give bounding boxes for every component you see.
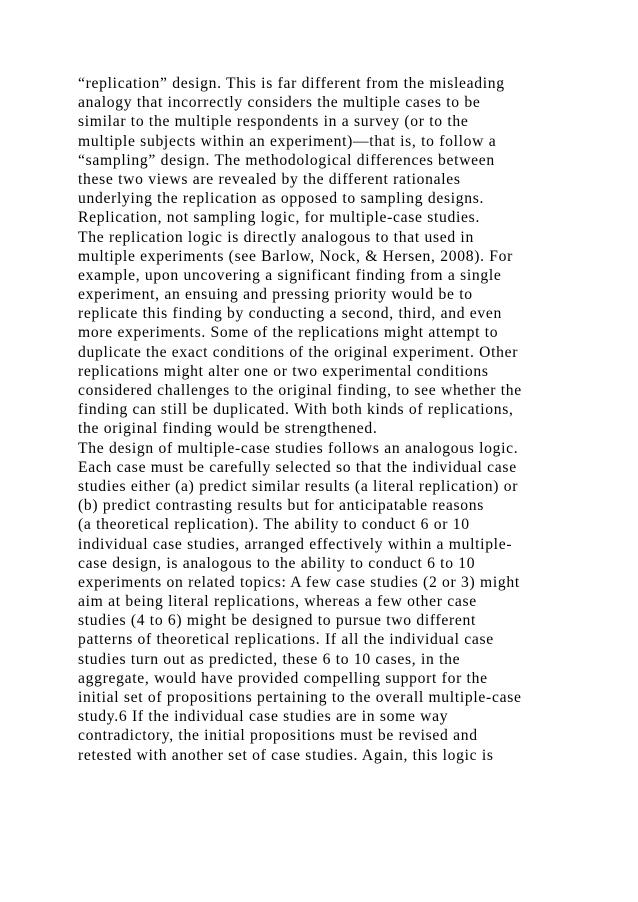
text-line: “sampling” design. The methodological differences between: [78, 151, 495, 169]
text-line: experiments on related topics: A few case studies (2 or 3) might: [78, 573, 520, 591]
text-line: (b) predict contrasting results but for anticipatable reasons: [78, 497, 485, 515]
body-text: [78, 74, 634, 765]
text-line: contradictory, the initial propositions must be revised and: [78, 727, 478, 745]
text-line: The design of multiple-case studies follows an analogous logic.: [78, 439, 519, 457]
text-line: more experiments. Some of the replications might attempt to: [78, 324, 499, 342]
text-line: retested with another set of case studies. Again, this logic is: [78, 746, 494, 764]
text-line: the original finding would be strengthened.: [78, 420, 378, 438]
text-line: patterns of theoretical replications. If all the individual case: [78, 631, 494, 649]
text-line: studies turn out as predicted, these 6 to 10 cases, in the: [78, 650, 461, 668]
text-line: Each case must be carefully selected so that the individual case: [78, 458, 517, 476]
text-line: experiment, an ensuing and pressing priority would be to: [78, 286, 473, 304]
text-line: these two views are revealed by the different rationales: [78, 170, 461, 188]
text-line: initial set of propositions pertaining to the overall multiple-case: [78, 689, 522, 706]
text-line: replicate this finding by conducting a second, third, and even: [78, 305, 503, 323]
text-line: similar to the multiple respondents in a survey (or to the: [78, 113, 469, 131]
text-line: “replication” design. This is far different from the misleading: [78, 75, 505, 92]
text-line: studies either (a) predict similar results (a literal replication) or: [78, 477, 519, 495]
text-line: considered challenges to the original finding, to see whether the: [78, 382, 522, 399]
text-line: aim at being literal replications, whereas a few other case: [78, 593, 477, 611]
text-line: (a theoretical replication). The ability to conduct 6 or 10: [78, 516, 470, 534]
text-line: multiple experiments (see Barlow, Nock, & Hersen, 2008). For: [78, 247, 514, 265]
text-line: example, upon uncovering a significant finding from a single: [78, 266, 502, 284]
text-line: aggregate, would have provided compelling support for the: [78, 669, 488, 687]
text-line: Replication, not sampling logic, for multiple-case studies.: [78, 209, 481, 227]
text-line: The replication logic is directly analogous to that used in: [78, 228, 474, 246]
text-line: study.6 If the individual case studies are in some way: [78, 708, 449, 726]
text-line: duplicate the exact conditions of the original experiment. Other: [78, 343, 519, 361]
text-line: analogy that incorrectly considers the multiple cases to be: [78, 94, 481, 112]
text-line: studies (4 to 6) might be designed to pursue two different: [78, 612, 477, 630]
text-line: case design, is analogous to the ability to conduct 6 to 10: [78, 554, 476, 572]
text-line: individual case studies, arranged effectively within a multiple-: [78, 535, 513, 553]
text-line: replications might alter one or two experimental conditions: [78, 362, 489, 380]
text-line: underlying the replication as opposed to sampling designs.: [78, 190, 485, 208]
text-line: finding can still be duplicated. With both kinds of replications,: [78, 401, 514, 419]
text-line: multiple subjects within an experiment)—that is, to follow a: [78, 132, 497, 150]
